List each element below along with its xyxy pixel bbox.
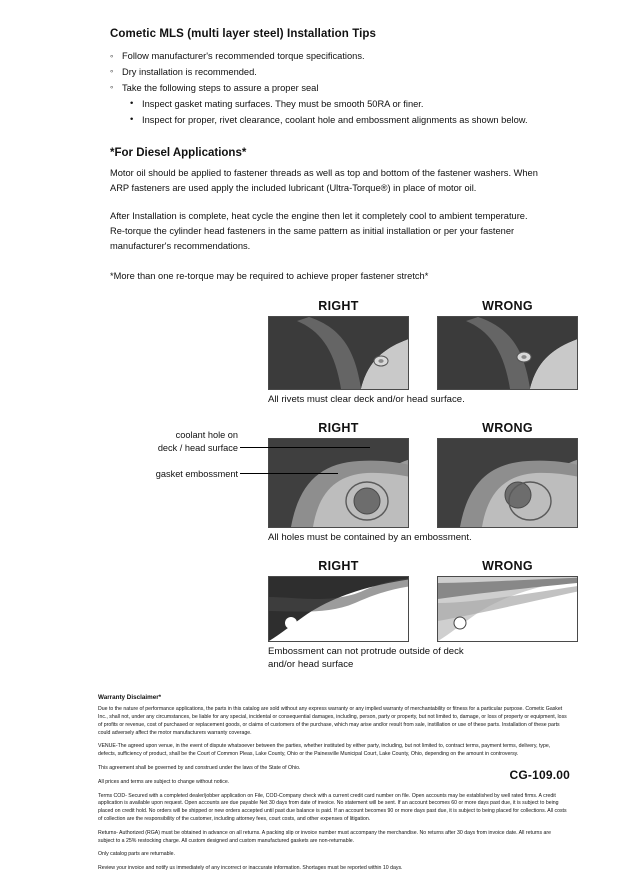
figures-area bbox=[40, 299, 578, 672]
annotation-gasket-embossment-leader bbox=[240, 473, 338, 474]
figure-protrusion-right-image bbox=[268, 576, 409, 642]
tips-sublist bbox=[128, 97, 578, 129]
figure-rivets-wrong-image bbox=[437, 316, 578, 390]
list-item: ◦ Dry installation is recommended. bbox=[110, 65, 578, 81]
annotation-gasket-embossment bbox=[82, 468, 238, 480]
embossment-right-illustration bbox=[269, 439, 409, 527]
figure-protrusion-caption bbox=[268, 646, 578, 672]
list-item: • Inspect for proper, rivet clearance, coolant hole and embossment alignments as shown below. bbox=[128, 113, 578, 129]
annotation-coolant-hole-leader bbox=[240, 447, 370, 448]
figure-protrusion-caption-line1: Embossment can not protrude outside of deck bbox=[268, 646, 464, 658]
annotation-coolant-hole-line1: coolant hole on bbox=[175, 430, 238, 441]
annotation-coolant-hole-line2: deck / head surface bbox=[157, 442, 238, 453]
warranty-paragraph: VENUE-The agreed upon venue, in the event of dispute whatsoever between the parties, whether instituted by either party, including, but not limited to, contract terms, payment terms, delivery, type, defects, sufficiency of product, shall be the Court of Common Pleas, Lake County, Ohio or the Painesville Municipal Court, Lake County, Ohio, depending on the amount in controversy. bbox=[98, 743, 551, 758]
figure-embossment-wrong-image bbox=[437, 438, 578, 528]
retorque-note: *More than one re-torque may be required to achieve proper fastener stretch* bbox=[110, 270, 429, 281]
warranty-heading: Warranty Disclaimer* bbox=[98, 694, 162, 702]
figure-protrusion-wrong-label: WRONG bbox=[482, 559, 533, 574]
annotation-coolant-hole bbox=[58, 429, 238, 454]
list-item: • Inspect gasket mating surfaces. They must be smooth 50RA or finer. bbox=[128, 97, 578, 113]
document-number: CG-109.00 bbox=[509, 768, 570, 782]
figure-embossment-wrong-label: WRONG bbox=[482, 421, 533, 436]
annotation-gasket-embossment-text: gasket embossment bbox=[155, 469, 238, 480]
diesel-paragraph-1: Motor oil should be applied to fastener threads as well as top and bottom of the fastener washers. When ARP fasteners are used apply the included lubricant (Ultra-Torque®) in place of motor oil. bbox=[110, 167, 538, 194]
page-title: Cometic MLS (multi layer steel) Installation Tips bbox=[110, 28, 377, 40]
warranty-paragraph: Returns- Authorized (RGA) must be obtained in advance on all returns. A packing slip or invoice number must accompany the merchandise. No returns after 30 days from invoice date. All returns are subject to a 25% restocking charge. All custom designed and custom manufactured gaskets are non-returnable. bbox=[98, 829, 551, 844]
list-item: ◦ Follow manufacturer's recommended torque specifications. bbox=[110, 49, 578, 65]
figure-embossment-caption: All holes must be contained by an embossment. bbox=[268, 532, 472, 544]
figure-protrusion-wrong-image bbox=[437, 576, 578, 642]
tips-list bbox=[110, 49, 578, 97]
figure-embossment bbox=[40, 421, 578, 545]
figure-protrusion-caption-line2: and/or head surface bbox=[268, 659, 354, 671]
warranty-paragraph: Only catalog parts are returnable. bbox=[98, 851, 175, 858]
warranty-paragraph: Due to the nature of performance applications, the parts in this catalog are sold without any express warranty or any implied warranty of merchantability or fitness for a particular purpose. Cometic Gasket Inc., shall not, under any circumstances, be liable for any special, incidental or consequential damages, including, person, party or property, but not limited to, damage, or loss of property or equipment, loss of profits or revenue, cost of purchased or replacement goods, or claims of customers of the purchase, which may arise and/or result from sale, instillation or use of these parts. Installation of these parts could adversely affect the motor manufacturers warranty coverage. bbox=[98, 706, 567, 736]
rivet-right-illustration bbox=[269, 317, 409, 389]
embossment-wrong-illustration bbox=[438, 439, 578, 527]
figure-protrusion bbox=[40, 559, 578, 672]
warranty-paragraph: All prices and terms are subject to change without notice. bbox=[98, 778, 230, 785]
figure-rivets-caption: All rivets must clear deck and/or head surface. bbox=[268, 394, 465, 406]
warranty-paragraph: This agreement shall be governed by and construed under the laws of the State of Ohio. bbox=[98, 764, 301, 771]
rivet-wrong-illustration bbox=[438, 317, 578, 389]
protrusion-right-illustration bbox=[269, 577, 409, 641]
figure-rivets bbox=[40, 299, 578, 407]
figure-rivets-right-image bbox=[268, 316, 409, 390]
figure-protrusion-right-label: RIGHT bbox=[318, 559, 359, 574]
protrusion-wrong-illustration bbox=[438, 577, 578, 641]
figure-rivets-right-label: RIGHT bbox=[318, 299, 359, 314]
warranty-paragraph: Review your invoice and notify us immediately of any incorrect or inaccurate information. Shortages must be reported within 10 days. bbox=[98, 865, 403, 872]
figure-embossment-right-image bbox=[268, 438, 409, 528]
diesel-heading: *For Diesel Applications* bbox=[110, 146, 247, 159]
list-item: ◦ Take the following steps to assure a proper seal bbox=[110, 81, 578, 97]
warranty-section bbox=[98, 694, 568, 873]
diesel-paragraph-2: After Installation is complete, heat cycle the engine then let it completely cool to ambient temperature. Re-torque the cylinder head fasteners in the same pattern as initial installation or per your fastener manufacturer's recommendations. bbox=[110, 210, 528, 252]
figure-embossment-right-label: RIGHT bbox=[318, 421, 359, 436]
warranty-paragraph: Terms COD- Secured with a completed dealer/jobber application on File, COD-Company check with a current credit card number on file. Open accounts may be established by well rated firms. A credit application is available upon request. Open accounts are due payable Net 30 days from date of invoice. No statement will be sent. If an account becomes 60 or more days past due, it is subject to being placed on credit hold. No orders will be shipped or new orders accepted until past due balance is paid. If an account becomes 90 or more days past due, it is subject to being placed for collections. All costs of collection are the responsibility of the customer, including attorney fees, court costs, and other expenses of litigation. bbox=[98, 792, 567, 822]
figure-rivets-wrong-label: WRONG bbox=[482, 299, 533, 314]
